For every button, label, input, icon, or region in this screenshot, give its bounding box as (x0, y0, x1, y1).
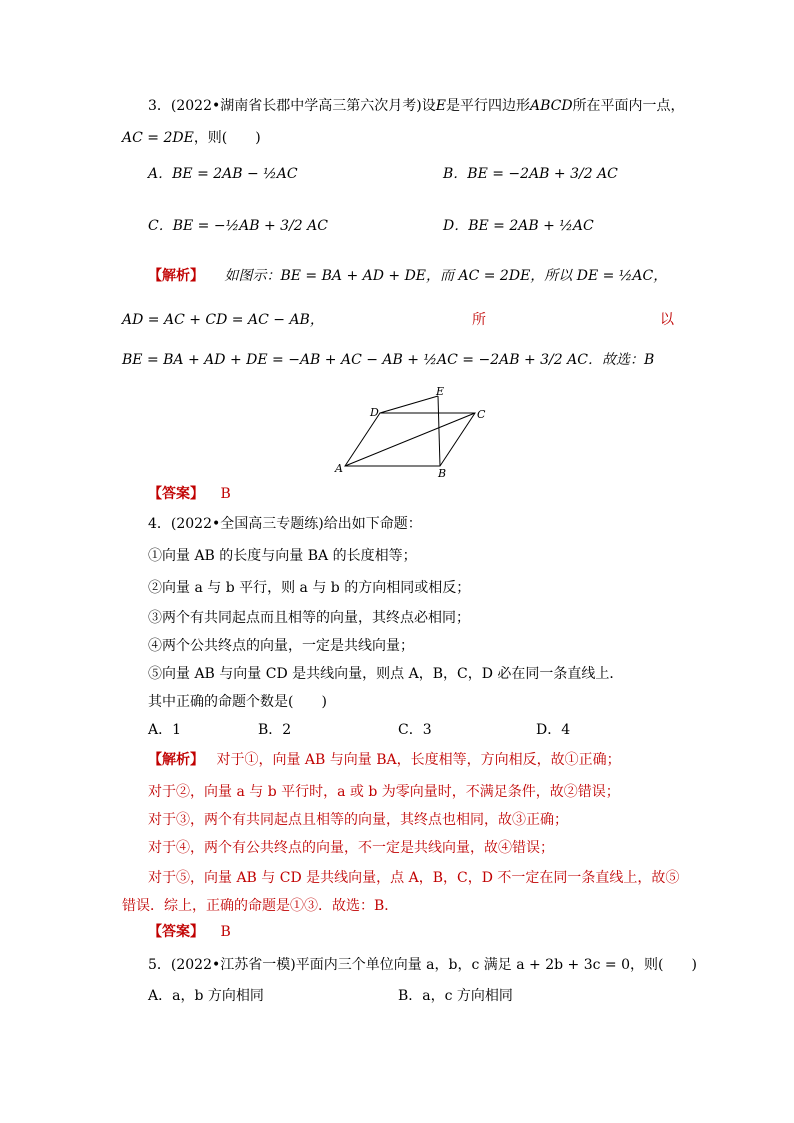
q3-option-d: D．BE = 2AB + ½AC (443, 218, 594, 234)
q3-stem-line1 (148, 96, 685, 116)
q3-analysis-line2-mid: 所 (472, 312, 486, 328)
q4-analysis-line3: 对于③，两个有共同起点且相等的向量，其终点也相同，故③正确； (148, 812, 568, 828)
q3-stem-abcd: ABCD (529, 98, 573, 114)
segment-eb (438, 396, 440, 466)
q3-condition-tail: ，则( ) (193, 130, 261, 146)
q3-analysis-line3: BE = BA + AD + DE = −AB + AC − AB + ½AC = −2AB + 3/2 AC．故选：B (122, 352, 655, 368)
q3-stem-line2 (122, 128, 261, 148)
q4-proposition-3: ③两个有共同起点而且相等的向量，其终点必相同； (148, 610, 470, 626)
q4-option-c: C．3 (398, 722, 432, 738)
segment-de (380, 396, 438, 413)
q4-analysis-tag: 【解析】 (148, 752, 204, 768)
q3-answer-tag: 【答案】 (148, 486, 204, 502)
q4-analysis-line5: 对于⑤，向量 AB 与 CD 是共线向量，点 A，B，C，D 不一定在同一条直线上，故⑤ (148, 870, 680, 886)
q3-analysis-tag: 【解析】 (148, 268, 204, 284)
q3-answer-line (148, 484, 231, 504)
q3-condition: AC = 2DE (122, 130, 194, 146)
q4-proposition-1: ①向量 AB 的长度与向量 BA 的长度相等； (148, 548, 417, 564)
q5-option-b: B．a，c 方向相同 (398, 988, 513, 1004)
q4-stem: 4．(2022•全国高三专题练)给出如下命题： (148, 516, 422, 532)
q3-analysis-line2-end: 以 (660, 312, 674, 328)
q3-option-b: B．BE = −2AB + 3/2 AC (443, 166, 618, 182)
q4-proposition-5: ⑤向量 AB 与向量 CD 是共线向量，则点 A，B，C，D 必在同一条直线上． (148, 666, 624, 682)
q4-proposition-4: ④两个公共终点的向量，一定是共线向量； (148, 638, 414, 654)
q4-analysis-text1: 对于①，向量 AB 与向量 BA，长度相等，方向相反，故①正确； (216, 752, 621, 768)
q3-analysis-line2: AD = AC + CD = AC − AB， (122, 312, 324, 328)
label-e: E (436, 386, 445, 398)
q3-analysis-line1 (148, 266, 667, 286)
q3-stem-part1: 3．(2022•湖南省长郡中学高三第六次月考)设 (148, 98, 436, 114)
diagonal-ac (345, 413, 475, 466)
q4-answer-tag: 【答案】 (148, 924, 204, 940)
q4-answer-line (148, 922, 231, 942)
q3-option-a: A．BE = 2AB − ½AC (148, 166, 298, 182)
label-a: A (335, 462, 343, 475)
q3-stem-part3: 所在平面内一点， (572, 98, 685, 114)
q5-option-a: A．a，b 方向相同 (148, 988, 264, 1004)
label-b: B (438, 467, 447, 480)
q3-analysis-text1: 如图示：BE = BA + AD + DE，而 AC = 2DE，所以 DE = ½AC， (224, 268, 668, 284)
q3-answer-value: B (220, 486, 231, 502)
q4-analysis-line6: 错误．综上，正确的命题是①③．故选：B． (122, 898, 399, 914)
q4-option-a: A．1 (148, 722, 182, 738)
label-c: C (477, 408, 486, 421)
q4-answer-value: B (220, 924, 231, 940)
q4-proposition-2: ②向量 a 与 b 平行，则 a 与 b 的方向相同或相反； (148, 580, 471, 596)
q4-analysis-line1 (148, 750, 621, 770)
q3-stem-part2: 是平行四边形 (445, 98, 530, 114)
parallelogram-diagram (330, 386, 500, 480)
q3-option-c: C．BE = −½AB + 3/2 AC (148, 218, 328, 234)
q4-question: 其中正确的命题个数是( ) (148, 694, 327, 710)
q5-stem: 5．(2022•江苏省一模)平面内三个单位向量 a，b，c 满足 a + 2b + 3c = 0，则( ) (148, 957, 697, 973)
q4-option-b: B．2 (258, 722, 292, 738)
q4-analysis-line2: 对于②，向量 a 与 b 平行时，a 或 b 为零向量时，不满足条件，故②错误； (148, 784, 620, 800)
q3-stem-point-e: E (435, 98, 446, 114)
label-d: D (370, 406, 379, 419)
q4-option-d: D．4 (536, 722, 571, 738)
q4-analysis-line4: 对于④，两个有公共终点的向量，不一定是共线向量，故④错误； (148, 840, 554, 856)
